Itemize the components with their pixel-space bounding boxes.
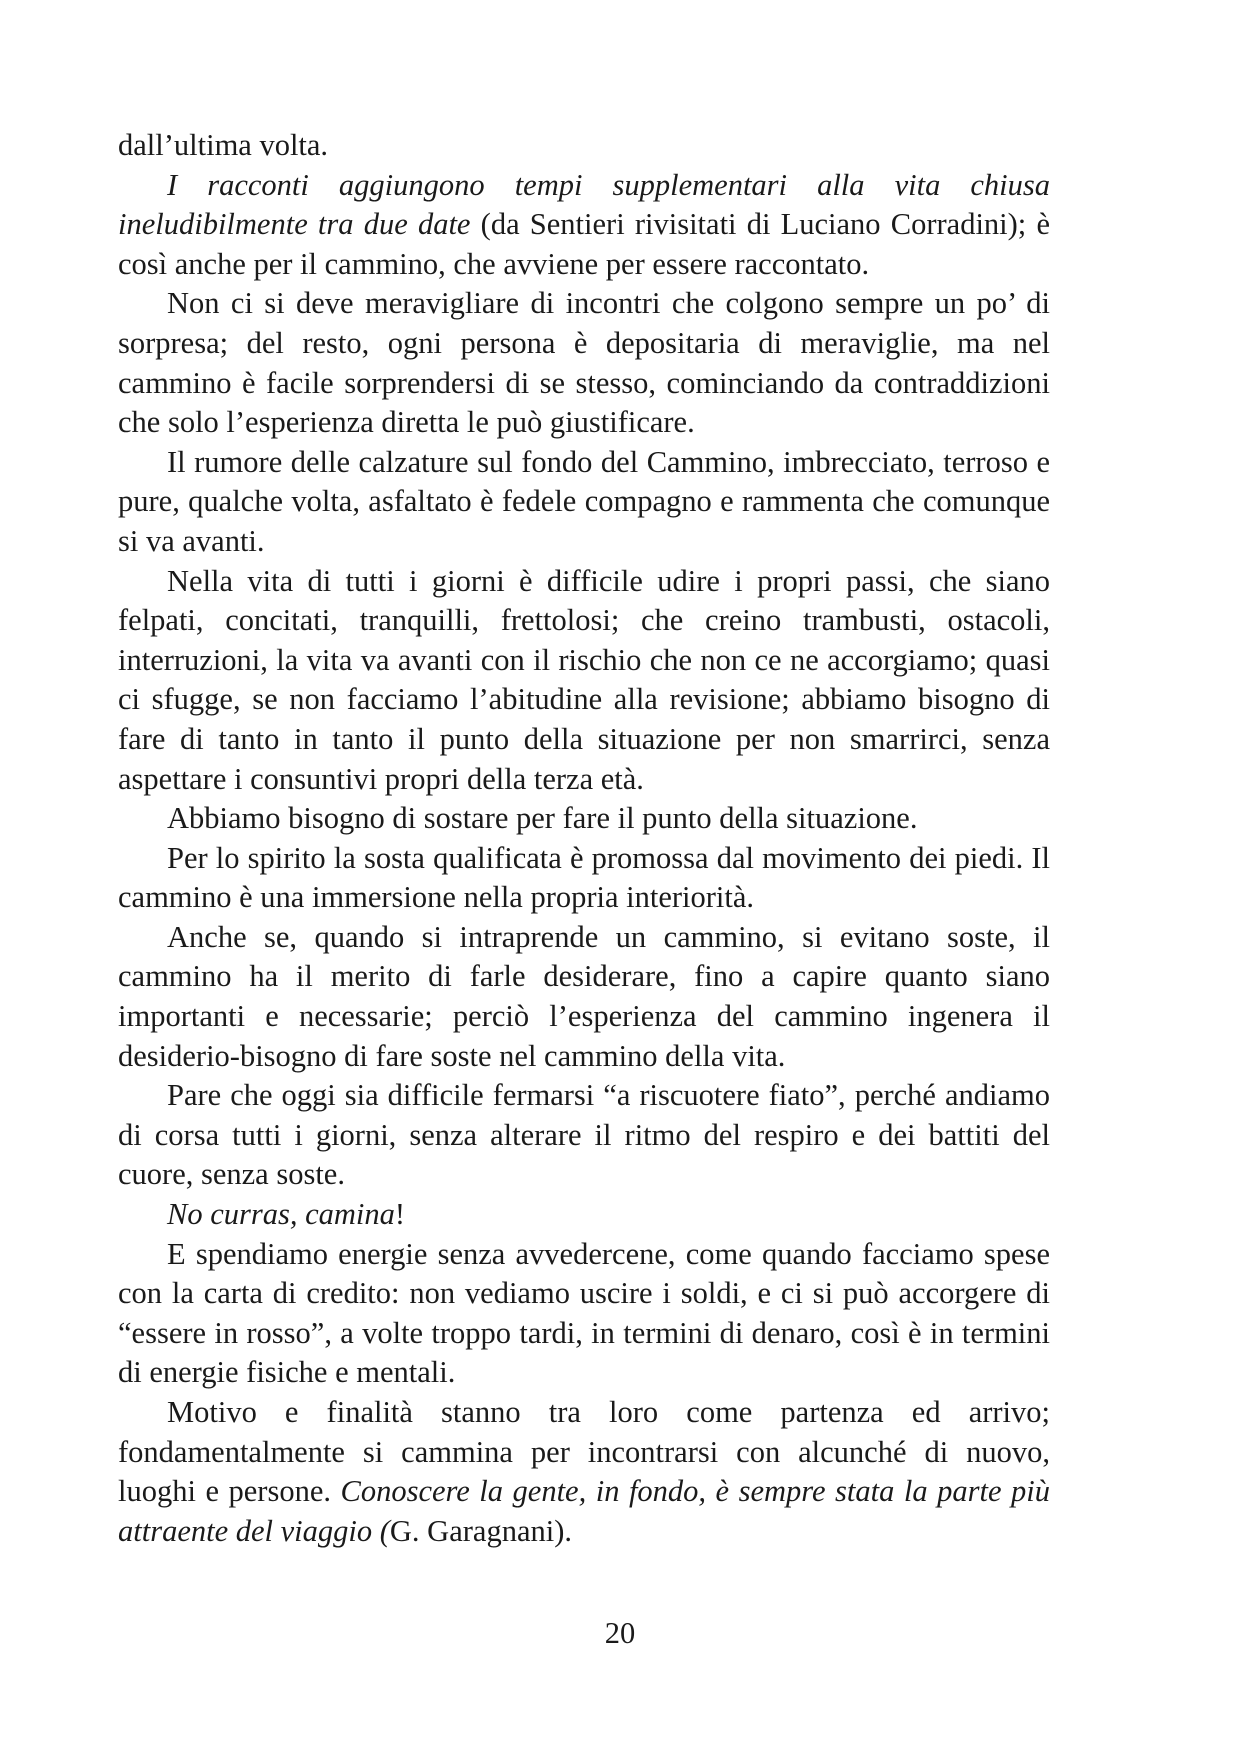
paragraph-2: I racconti aggiungono tempi supplementari alla vita chiusa ineludibilmente tra due date (da Sentieri rivisitati di Luciano Corradini); è così anche per il cammino, che avviene per essere raccontato. <box>118 167 1051 281</box>
italic-quote: Conoscere la gente, in fondo, è sempre stata la parte più attraente del viaggio ( <box>118 1474 1050 1548</box>
italic-quote: I racconti aggiungono tempi supplementari alla vita chiusa ineludibilmente tra due date <box>118 167 1050 242</box>
paragraph-3: Non ci si deve meravigliare di incontri che colgono sempre un po’ di sorpresa; del resto, ogni persona è depositaria di meraviglie, ma nel cammino è facile sorprendersi di se stesso, cominciando da contraddizioni che solo l’esperienza diretta le può giustificare. <box>118 286 1050 440</box>
paragraph-8: Anche se, quando si intraprende un cammino, si evitano soste, il cammino ha il merito di farle desiderare, fino a capire quanto siano importanti e necessarie; perciò l’esperienza del cammino ingenera il desiderio-bisogno di fare soste nel cammino della vita. <box>118 919 1050 1073</box>
paragraph-7: Per lo spirito la sosta qualificata è promossa dal movimento dei piedi. Il cammino è una immersione nella propria interiorità. <box>118 840 1050 915</box>
italic-phrase: No curras, camina <box>167 1197 395 1232</box>
paragraph-1: dall’ultima volta. <box>118 128 329 162</box>
paragraph-9: Pare che oggi sia difficile fermarsi “a riscuotere fiato”, perché andiamo di corsa tutti i giorni, senza alterare il ritmo del respiro e dei battiti del cuore, senza soste. <box>118 1078 1050 1192</box>
page-number: 20 <box>604 1616 636 1650</box>
paragraph-12: Motivo e finalità stanno tra loro come partenza ed arrivo; fondamentalmente si cammina per incontrarsi con alcunché di nuovo, luoghi e persone. Conoscere la gente, in fondo, è sempre stata la parte più attraente del viaggio (G. Garagnani). <box>118 1395 1050 1548</box>
paragraph-5: Nella vita di tutti i giorni è difficile udire i propri passi, che siano felpati, concitati, tranquilli, frettolosi; che creino trambusti, ostacoli, interruzioni, la vita va avanti con il rischio che non ce ne accorgiamo; quasi ci sfugge, se non facciamo l’abitudine alla revisione; abbiamo bisogno di fare di tanto in tanto il punto della situazione per non smarrirci, senza aspettare i consuntivi propri della terza età. <box>118 563 1050 796</box>
paragraph-4: Il rumore delle calzature sul fondo del Cammino, imbrecciato, terroso e pure, qualche volta, asfaltato è fedele compagno e rammenta che comunque si va avanti. <box>118 444 1050 558</box>
paragraph-10: No curras, camina! <box>167 1197 406 1232</box>
paragraph-6: Abbiamo bisogno di sostare per fare il punto della situazione. <box>167 801 918 836</box>
page-body <box>118 126 1050 1551</box>
paragraph-11: E spendiamo energie senza avvedercene, come quando facciamo spese con la carta di credito: non vediamo uscire i soldi, e ci si può accorgere di “essere in rosso”, a volte troppo tardi, in termini di denaro, così è in termini di energie fisiche e mentali. <box>118 1236 1050 1390</box>
